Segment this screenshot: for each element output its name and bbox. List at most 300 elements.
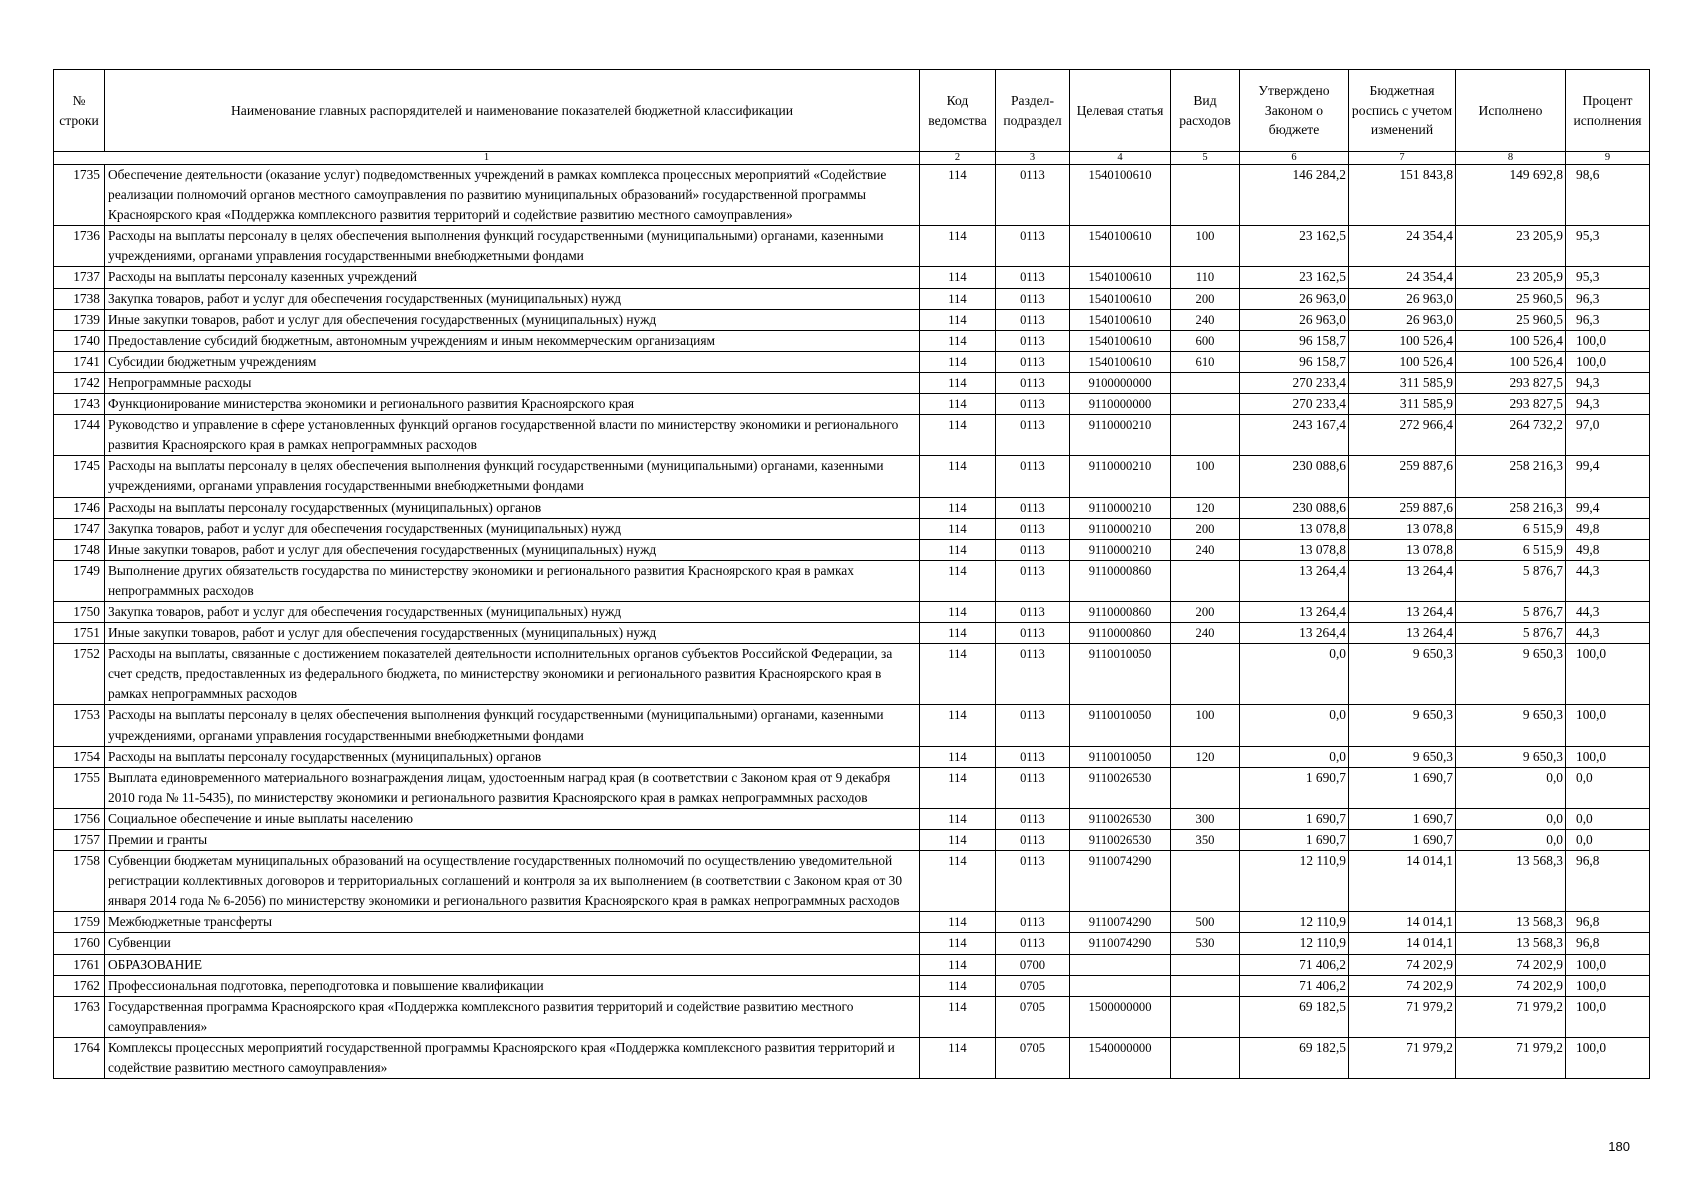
table-row bbox=[54, 830, 1650, 851]
table-row bbox=[54, 372, 1650, 393]
budget-list-amount-cell: 13 264,4 bbox=[1349, 623, 1456, 644]
executed-amount-cell: 149 692,8 bbox=[1456, 165, 1566, 226]
section-cell: 0113 bbox=[996, 705, 1070, 746]
target-article-cell: 9110074290 bbox=[1070, 912, 1171, 933]
section-cell: 0705 bbox=[996, 1037, 1070, 1078]
dept-code-cell: 114 bbox=[920, 623, 996, 644]
table-row bbox=[54, 518, 1650, 539]
target-article-cell: 9110074290 bbox=[1070, 933, 1171, 954]
row-number-cell: 1751 bbox=[54, 623, 105, 644]
percent-cell: 96,8 bbox=[1566, 912, 1650, 933]
expense-type-cell bbox=[1171, 372, 1240, 393]
indicator-name-cell: Обеспечение деятельности (оказание услуг) подведомственных учреждений в рамках комплекса процессных мероприятий «Содействие реализации полномочий органов местного самоуправления по развитию муниципальных образований» государственной программы Красноярского края «Поддержка комплексного развития территорий и содействие развитию местного самоуправления» bbox=[105, 165, 920, 226]
indicator-name-cell: Функционирование министерства экономики и регионального развития Красноярского края bbox=[105, 394, 920, 415]
section-cell: 0705 bbox=[996, 975, 1070, 996]
table-row bbox=[54, 746, 1650, 767]
indicator-name-cell: Руководство и управление в сфере установленных функций органов государственной власти по министерству экономики и регионального развития Красноярского края в рамках непрограммных расходов bbox=[105, 415, 920, 456]
row-number-cell: 1757 bbox=[54, 830, 105, 851]
row-number-cell: 1764 bbox=[54, 1037, 105, 1078]
section-cell: 0113 bbox=[996, 394, 1070, 415]
budget-list-amount-cell: 1 690,7 bbox=[1349, 830, 1456, 851]
section-cell: 0113 bbox=[996, 267, 1070, 288]
budget-list-amount-cell: 9 650,3 bbox=[1349, 705, 1456, 746]
row-number-cell: 1740 bbox=[54, 330, 105, 351]
executed-amount-cell: 258 216,3 bbox=[1456, 456, 1566, 497]
executed-amount-cell: 25 960,5 bbox=[1456, 309, 1566, 330]
column-number: 1 bbox=[54, 152, 920, 165]
dept-code-cell: 114 bbox=[920, 912, 996, 933]
executed-amount-cell: 71 979,2 bbox=[1456, 996, 1566, 1037]
section-cell: 0113 bbox=[996, 851, 1070, 912]
target-article-cell: 1540100610 bbox=[1070, 351, 1171, 372]
target-article-cell: 1540100610 bbox=[1070, 288, 1171, 309]
budget-list-amount-cell: 13 264,4 bbox=[1349, 601, 1456, 622]
dept-code-cell: 114 bbox=[920, 330, 996, 351]
indicator-name-cell: Государственная программа Красноярского края «Поддержка комплексного развития территорий и содействие развитию местного самоуправления» bbox=[105, 996, 920, 1037]
dept-code-cell: 114 bbox=[920, 746, 996, 767]
indicator-name-cell: Субвенции бюджетам муниципальных образований на осуществление государственных полномочий по осуществлению уведомительной регистрации коллективных договоров и территориальных соглашений и контроля за их выполнением (в соответствии с Законом края от 30 января 2014 года № 6-2056) по министерству экономики и регионального развития Красноярского края в рамках непрограммных расходов bbox=[105, 851, 920, 912]
approved-amount-cell: 146 284,2 bbox=[1240, 165, 1349, 226]
dept-code-cell: 114 bbox=[920, 954, 996, 975]
section-cell: 0113 bbox=[996, 623, 1070, 644]
row-number-cell: 1749 bbox=[54, 560, 105, 601]
expense-type-cell bbox=[1171, 996, 1240, 1037]
section-cell: 0700 bbox=[996, 954, 1070, 975]
dept-code-cell: 114 bbox=[920, 288, 996, 309]
row-number-cell: 1762 bbox=[54, 975, 105, 996]
section-cell: 0113 bbox=[996, 808, 1070, 829]
dept-code-cell: 114 bbox=[920, 1037, 996, 1078]
indicator-name-cell: Иные закупки товаров, работ и услуг для обеспечения государственных (муниципальных) нужд bbox=[105, 623, 920, 644]
indicator-name-cell: Социальное обеспечение и иные выплаты населению bbox=[105, 808, 920, 829]
target-article-cell: 9110000210 bbox=[1070, 518, 1171, 539]
expense-type-cell: 110 bbox=[1171, 267, 1240, 288]
table-row bbox=[54, 601, 1650, 622]
indicator-name-cell: Премии и гранты bbox=[105, 830, 920, 851]
row-number-cell: 1735 bbox=[54, 165, 105, 226]
indicator-name-cell: Непрограммные расходы bbox=[105, 372, 920, 393]
budget-list-amount-cell: 71 979,2 bbox=[1349, 1037, 1456, 1078]
section-cell: 0113 bbox=[996, 830, 1070, 851]
percent-cell: 99,4 bbox=[1566, 456, 1650, 497]
indicator-name-cell: Расходы на выплаты персоналу в целях обеспечения выполнения функций государственными (муниципальными) органами, казенными учреждениями, органами управления государственными внебюджетными фондами bbox=[105, 226, 920, 267]
target-article-cell: 9110000210 bbox=[1070, 539, 1171, 560]
budget-list-amount-cell: 74 202,9 bbox=[1349, 954, 1456, 975]
executed-amount-cell: 5 876,7 bbox=[1456, 601, 1566, 622]
table-row bbox=[54, 954, 1650, 975]
row-number-cell: 1763 bbox=[54, 996, 105, 1037]
dept-code-cell: 114 bbox=[920, 808, 996, 829]
approved-amount-cell: 230 088,6 bbox=[1240, 497, 1349, 518]
row-number-cell: 1758 bbox=[54, 851, 105, 912]
target-article-cell: 9110026530 bbox=[1070, 808, 1171, 829]
approved-amount-cell: 69 182,5 bbox=[1240, 1037, 1349, 1078]
dept-code-cell: 114 bbox=[920, 933, 996, 954]
row-number-cell: 1736 bbox=[54, 226, 105, 267]
dept-code-cell: 114 bbox=[920, 767, 996, 808]
expense-type-cell: 300 bbox=[1171, 808, 1240, 829]
target-article-cell: 9110010050 bbox=[1070, 746, 1171, 767]
row-number-cell: 1738 bbox=[54, 288, 105, 309]
dept-code-cell: 114 bbox=[920, 497, 996, 518]
indicator-name-cell: Комплексы процессных мероприятий государственной программы Красноярского края «Поддержка комплексного развития территорий и содействие развитию местного самоуправления» bbox=[105, 1037, 920, 1078]
header-percent: Процент исполнения bbox=[1566, 70, 1650, 152]
budget-list-amount-cell: 272 966,4 bbox=[1349, 415, 1456, 456]
expense-type-cell bbox=[1171, 975, 1240, 996]
approved-amount-cell: 13 078,8 bbox=[1240, 518, 1349, 539]
section-cell: 0113 bbox=[996, 226, 1070, 267]
expense-type-cell bbox=[1171, 851, 1240, 912]
header-row bbox=[54, 70, 1650, 152]
expense-type-cell: 200 bbox=[1171, 518, 1240, 539]
approved-amount-cell: 13 264,4 bbox=[1240, 560, 1349, 601]
executed-amount-cell: 100 526,4 bbox=[1456, 330, 1566, 351]
page-number: 180 bbox=[1608, 1139, 1630, 1154]
target-article-cell: 9110000210 bbox=[1070, 415, 1171, 456]
expense-type-cell: 200 bbox=[1171, 288, 1240, 309]
approved-amount-cell: 13 078,8 bbox=[1240, 539, 1349, 560]
expense-type-cell: 100 bbox=[1171, 456, 1240, 497]
approved-amount-cell: 23 162,5 bbox=[1240, 267, 1349, 288]
row-number-cell: 1744 bbox=[54, 415, 105, 456]
approved-amount-cell: 0,0 bbox=[1240, 644, 1349, 705]
target-article-cell: 1500000000 bbox=[1070, 996, 1171, 1037]
indicator-name-cell: Профессиональная подготовка, переподготовка и повышение квалификации bbox=[105, 975, 920, 996]
approved-amount-cell: 26 963,0 bbox=[1240, 288, 1349, 309]
executed-amount-cell: 74 202,9 bbox=[1456, 975, 1566, 996]
executed-amount-cell: 5 876,7 bbox=[1456, 623, 1566, 644]
header-row-no: № строки bbox=[54, 70, 105, 152]
section-cell: 0113 bbox=[996, 351, 1070, 372]
expense-type-cell: 240 bbox=[1171, 623, 1240, 644]
approved-amount-cell: 12 110,9 bbox=[1240, 933, 1349, 954]
table-row bbox=[54, 456, 1650, 497]
dept-code-cell: 114 bbox=[920, 539, 996, 560]
budget-list-amount-cell: 24 354,4 bbox=[1349, 226, 1456, 267]
row-number-cell: 1750 bbox=[54, 601, 105, 622]
section-cell: 0113 bbox=[996, 644, 1070, 705]
target-article-cell: 9110010050 bbox=[1070, 705, 1171, 746]
approved-amount-cell: 71 406,2 bbox=[1240, 975, 1349, 996]
row-number-cell: 1754 bbox=[54, 746, 105, 767]
dept-code-cell: 114 bbox=[920, 372, 996, 393]
row-number-cell: 1742 bbox=[54, 372, 105, 393]
expense-type-cell: 600 bbox=[1171, 330, 1240, 351]
section-cell: 0113 bbox=[996, 330, 1070, 351]
target-article-cell: 9110000000 bbox=[1070, 394, 1171, 415]
dept-code-cell: 114 bbox=[920, 560, 996, 601]
indicator-name-cell: Расходы на выплаты персоналу в целях обеспечения выполнения функций государственными (муниципальными) органами, казенными учреждениями, органами управления государственными внебюджетными фондами bbox=[105, 456, 920, 497]
executed-amount-cell: 6 515,9 bbox=[1456, 539, 1566, 560]
indicator-name-cell: Иные закупки товаров, работ и услуг для обеспечения государственных (муниципальных) нужд bbox=[105, 309, 920, 330]
executed-amount-cell: 74 202,9 bbox=[1456, 954, 1566, 975]
budget-list-amount-cell: 100 526,4 bbox=[1349, 351, 1456, 372]
approved-amount-cell: 243 167,4 bbox=[1240, 415, 1349, 456]
executed-amount-cell: 25 960,5 bbox=[1456, 288, 1566, 309]
approved-amount-cell: 0,0 bbox=[1240, 705, 1349, 746]
column-number: 9 bbox=[1566, 152, 1650, 165]
target-article-cell bbox=[1070, 975, 1171, 996]
target-article-cell: 1540100610 bbox=[1070, 330, 1171, 351]
section-cell: 0113 bbox=[996, 560, 1070, 601]
table-row bbox=[54, 309, 1650, 330]
header-exp-type: Вид расходов bbox=[1171, 70, 1240, 152]
expense-type-cell: 100 bbox=[1171, 705, 1240, 746]
section-cell: 0113 bbox=[996, 456, 1070, 497]
percent-cell: 49,8 bbox=[1566, 518, 1650, 539]
executed-amount-cell: 9 650,3 bbox=[1456, 705, 1566, 746]
executed-amount-cell: 13 568,3 bbox=[1456, 933, 1566, 954]
executed-amount-cell: 100 526,4 bbox=[1456, 351, 1566, 372]
row-number-cell: 1745 bbox=[54, 456, 105, 497]
budget-list-amount-cell: 13 078,8 bbox=[1349, 518, 1456, 539]
header-target: Целевая статья bbox=[1070, 70, 1171, 152]
percent-cell: 44,3 bbox=[1566, 560, 1650, 601]
executed-amount-cell: 6 515,9 bbox=[1456, 518, 1566, 539]
dept-code-cell: 114 bbox=[920, 309, 996, 330]
executed-amount-cell: 0,0 bbox=[1456, 830, 1566, 851]
indicator-name-cell: Субвенции bbox=[105, 933, 920, 954]
section-cell: 0113 bbox=[996, 165, 1070, 226]
column-number: 5 bbox=[1171, 152, 1240, 165]
section-cell: 0113 bbox=[996, 518, 1070, 539]
expense-type-cell bbox=[1171, 954, 1240, 975]
target-article-cell: 1540100610 bbox=[1070, 267, 1171, 288]
expense-type-cell bbox=[1171, 394, 1240, 415]
expense-type-cell: 610 bbox=[1171, 351, 1240, 372]
row-number-cell: 1759 bbox=[54, 912, 105, 933]
expense-type-cell: 100 bbox=[1171, 226, 1240, 267]
budget-list-amount-cell: 74 202,9 bbox=[1349, 975, 1456, 996]
header-approved: Утверждено Законом о бюджете bbox=[1240, 70, 1349, 152]
percent-cell: 100,0 bbox=[1566, 746, 1650, 767]
dept-code-cell: 114 bbox=[920, 518, 996, 539]
indicator-name-cell: Закупка товаров, работ и услуг для обеспечения государственных (муниципальных) нужд bbox=[105, 518, 920, 539]
budget-list-amount-cell: 9 650,3 bbox=[1349, 644, 1456, 705]
dept-code-cell: 114 bbox=[920, 601, 996, 622]
percent-cell: 96,3 bbox=[1566, 288, 1650, 309]
budget-table bbox=[53, 69, 1650, 1079]
budget-list-amount-cell: 24 354,4 bbox=[1349, 267, 1456, 288]
table-row bbox=[54, 975, 1650, 996]
section-cell: 0113 bbox=[996, 767, 1070, 808]
percent-cell: 0,0 bbox=[1566, 830, 1650, 851]
dept-code-cell: 114 bbox=[920, 644, 996, 705]
dept-code-cell: 114 bbox=[920, 996, 996, 1037]
approved-amount-cell: 96 158,7 bbox=[1240, 351, 1349, 372]
percent-cell: 97,0 bbox=[1566, 415, 1650, 456]
approved-amount-cell: 96 158,7 bbox=[1240, 330, 1349, 351]
target-article-cell: 9110000210 bbox=[1070, 497, 1171, 518]
executed-amount-cell: 5 876,7 bbox=[1456, 560, 1566, 601]
dept-code-cell: 114 bbox=[920, 267, 996, 288]
column-number: 6 bbox=[1240, 152, 1349, 165]
budget-list-amount-cell: 14 014,1 bbox=[1349, 933, 1456, 954]
header-executed: Исполнено bbox=[1456, 70, 1566, 152]
approved-amount-cell: 270 233,4 bbox=[1240, 394, 1349, 415]
indicator-name-cell: Выполнение других обязательств государства по министерству экономики и регионального развития Красноярского края в рамках непрограммных расходов bbox=[105, 560, 920, 601]
expense-type-cell: 240 bbox=[1171, 539, 1240, 560]
target-article-cell: 1540100610 bbox=[1070, 226, 1171, 267]
expense-type-cell bbox=[1171, 1037, 1240, 1078]
target-article-cell: 9110000210 bbox=[1070, 456, 1171, 497]
percent-cell: 96,3 bbox=[1566, 309, 1650, 330]
row-number-cell: 1760 bbox=[54, 933, 105, 954]
dept-code-cell: 114 bbox=[920, 851, 996, 912]
indicator-name-cell: Выплата единовременного материального вознаграждения лицам, удостоенным наград края (в соответствии с Законом края от 9 декабря 2010 года № 11-5435), по министерству экономики и регионального развития Красноярского края в рамках непрограммных расходов bbox=[105, 767, 920, 808]
table-row bbox=[54, 226, 1650, 267]
section-cell: 0113 bbox=[996, 288, 1070, 309]
expense-type-cell bbox=[1171, 644, 1240, 705]
dept-code-cell: 114 bbox=[920, 226, 996, 267]
percent-cell: 99,4 bbox=[1566, 497, 1650, 518]
row-number-cell: 1752 bbox=[54, 644, 105, 705]
budget-list-amount-cell: 26 963,0 bbox=[1349, 288, 1456, 309]
approved-amount-cell: 13 264,4 bbox=[1240, 601, 1349, 622]
percent-cell: 94,3 bbox=[1566, 394, 1650, 415]
approved-amount-cell: 71 406,2 bbox=[1240, 954, 1349, 975]
section-cell: 0113 bbox=[996, 415, 1070, 456]
section-cell: 0705 bbox=[996, 996, 1070, 1037]
target-article-cell: 1540000000 bbox=[1070, 1037, 1171, 1078]
section-cell: 0113 bbox=[996, 601, 1070, 622]
budget-list-amount-cell: 9 650,3 bbox=[1349, 746, 1456, 767]
indicator-name-cell: Закупка товаров, работ и услуг для обеспечения государственных (муниципальных) нужд bbox=[105, 601, 920, 622]
table-row bbox=[54, 705, 1650, 746]
budget-list-amount-cell: 13 264,4 bbox=[1349, 560, 1456, 601]
indicator-name-cell: Субсидии бюджетным учреждениям bbox=[105, 351, 920, 372]
percent-cell: 49,8 bbox=[1566, 539, 1650, 560]
section-cell: 0113 bbox=[996, 933, 1070, 954]
budget-list-amount-cell: 1 690,7 bbox=[1349, 767, 1456, 808]
column-number: 4 bbox=[1070, 152, 1171, 165]
row-number-cell: 1737 bbox=[54, 267, 105, 288]
row-number-cell: 1746 bbox=[54, 497, 105, 518]
dept-code-cell: 114 bbox=[920, 705, 996, 746]
expense-type-cell: 240 bbox=[1171, 309, 1240, 330]
executed-amount-cell: 0,0 bbox=[1456, 808, 1566, 829]
table-row bbox=[54, 767, 1650, 808]
table-row bbox=[54, 851, 1650, 912]
table-row bbox=[54, 267, 1650, 288]
expense-type-cell bbox=[1171, 560, 1240, 601]
budget-list-amount-cell: 259 887,6 bbox=[1349, 497, 1456, 518]
executed-amount-cell: 293 827,5 bbox=[1456, 394, 1566, 415]
target-article-cell: 9110026530 bbox=[1070, 830, 1171, 851]
executed-amount-cell: 9 650,3 bbox=[1456, 644, 1566, 705]
indicator-name-cell: Расходы на выплаты, связанные с достижением показателей деятельности исполнительных органов субъектов Российской Федерации, за счет средств, предоставленных из федерального бюджета, по министерству экономики и регионального развития Красноярского края в рамках непрограммных расходов bbox=[105, 644, 920, 705]
percent-cell: 95,3 bbox=[1566, 267, 1650, 288]
approved-amount-cell: 69 182,5 bbox=[1240, 996, 1349, 1037]
executed-amount-cell: 23 205,9 bbox=[1456, 226, 1566, 267]
table-row bbox=[54, 539, 1650, 560]
percent-cell: 94,3 bbox=[1566, 372, 1650, 393]
dept-code-cell: 114 bbox=[920, 415, 996, 456]
target-article-cell: 9110010050 bbox=[1070, 644, 1171, 705]
percent-cell: 100,0 bbox=[1566, 996, 1650, 1037]
budget-table-page bbox=[53, 69, 1649, 1079]
approved-amount-cell: 26 963,0 bbox=[1240, 309, 1349, 330]
approved-amount-cell: 230 088,6 bbox=[1240, 456, 1349, 497]
expense-type-cell: 350 bbox=[1171, 830, 1240, 851]
dept-code-cell: 114 bbox=[920, 830, 996, 851]
table-row bbox=[54, 165, 1650, 226]
percent-cell: 96,8 bbox=[1566, 933, 1650, 954]
percent-cell: 100,0 bbox=[1566, 330, 1650, 351]
indicator-name-cell: Закупка товаров, работ и услуг для обеспечения государственных (муниципальных) нужд bbox=[105, 288, 920, 309]
row-number-cell: 1747 bbox=[54, 518, 105, 539]
expense-type-cell: 500 bbox=[1171, 912, 1240, 933]
percent-cell: 100,0 bbox=[1566, 954, 1650, 975]
header-section: Раздел-подраздел bbox=[996, 70, 1070, 152]
percent-cell: 44,3 bbox=[1566, 623, 1650, 644]
executed-amount-cell: 0,0 bbox=[1456, 767, 1566, 808]
percent-cell: 100,0 bbox=[1566, 1037, 1650, 1078]
approved-amount-cell: 12 110,9 bbox=[1240, 912, 1349, 933]
indicator-name-cell: ОБРАЗОВАНИЕ bbox=[105, 954, 920, 975]
percent-cell: 100,0 bbox=[1566, 351, 1650, 372]
row-number-cell: 1755 bbox=[54, 767, 105, 808]
section-cell: 0113 bbox=[996, 372, 1070, 393]
indicator-name-cell: Расходы на выплаты персоналу государственных (муниципальных) органов bbox=[105, 497, 920, 518]
expense-type-cell: 120 bbox=[1171, 497, 1240, 518]
indicator-name-cell: Предоставление субсидий бюджетным, автономным учреждениям и иным некоммерческим организациям bbox=[105, 330, 920, 351]
indicator-name-cell: Расходы на выплаты персоналу государственных (муниципальных) органов bbox=[105, 746, 920, 767]
section-cell: 0113 bbox=[996, 309, 1070, 330]
section-cell: 0113 bbox=[996, 746, 1070, 767]
table-row bbox=[54, 394, 1650, 415]
target-article-cell: 9110000860 bbox=[1070, 623, 1171, 644]
approved-amount-cell: 270 233,4 bbox=[1240, 372, 1349, 393]
executed-amount-cell: 13 568,3 bbox=[1456, 851, 1566, 912]
percent-cell: 100,0 bbox=[1566, 705, 1650, 746]
dept-code-cell: 114 bbox=[920, 975, 996, 996]
table-row bbox=[54, 415, 1650, 456]
column-number: 8 bbox=[1456, 152, 1566, 165]
expense-type-cell: 530 bbox=[1171, 933, 1240, 954]
target-article-cell bbox=[1070, 954, 1171, 975]
budget-list-amount-cell: 100 526,4 bbox=[1349, 330, 1456, 351]
column-number: 2 bbox=[920, 152, 996, 165]
indicator-name-cell: Расходы на выплаты персоналу в целях обеспечения выполнения функций государственными (муниципальными) органами, казенными учреждениями, органами управления государственными внебюджетными фондами bbox=[105, 705, 920, 746]
executed-amount-cell: 23 205,9 bbox=[1456, 267, 1566, 288]
approved-amount-cell: 12 110,9 bbox=[1240, 851, 1349, 912]
executed-amount-cell: 264 732,2 bbox=[1456, 415, 1566, 456]
target-article-cell: 9110026530 bbox=[1070, 767, 1171, 808]
budget-list-amount-cell: 71 979,2 bbox=[1349, 996, 1456, 1037]
table-row bbox=[54, 808, 1650, 829]
expense-type-cell: 200 bbox=[1171, 601, 1240, 622]
header-budget-list: Бюджетная роспись с учетом изменений bbox=[1349, 70, 1456, 152]
percent-cell: 95,3 bbox=[1566, 226, 1650, 267]
table-row bbox=[54, 288, 1650, 309]
table-row bbox=[54, 996, 1650, 1037]
percent-cell: 100,0 bbox=[1566, 975, 1650, 996]
table-body bbox=[54, 165, 1650, 1079]
table-row bbox=[54, 623, 1650, 644]
dept-code-cell: 114 bbox=[920, 165, 996, 226]
expense-type-cell bbox=[1171, 767, 1240, 808]
percent-cell: 98,6 bbox=[1566, 165, 1650, 226]
percent-cell: 0,0 bbox=[1566, 767, 1650, 808]
indicator-name-cell: Расходы на выплаты персоналу казенных учреждений bbox=[105, 267, 920, 288]
dept-code-cell: 114 bbox=[920, 456, 996, 497]
approved-amount-cell: 0,0 bbox=[1240, 746, 1349, 767]
target-article-cell: 1540100610 bbox=[1070, 165, 1171, 226]
column-number-row bbox=[54, 152, 1650, 165]
column-number: 3 bbox=[996, 152, 1070, 165]
approved-amount-cell: 1 690,7 bbox=[1240, 767, 1349, 808]
